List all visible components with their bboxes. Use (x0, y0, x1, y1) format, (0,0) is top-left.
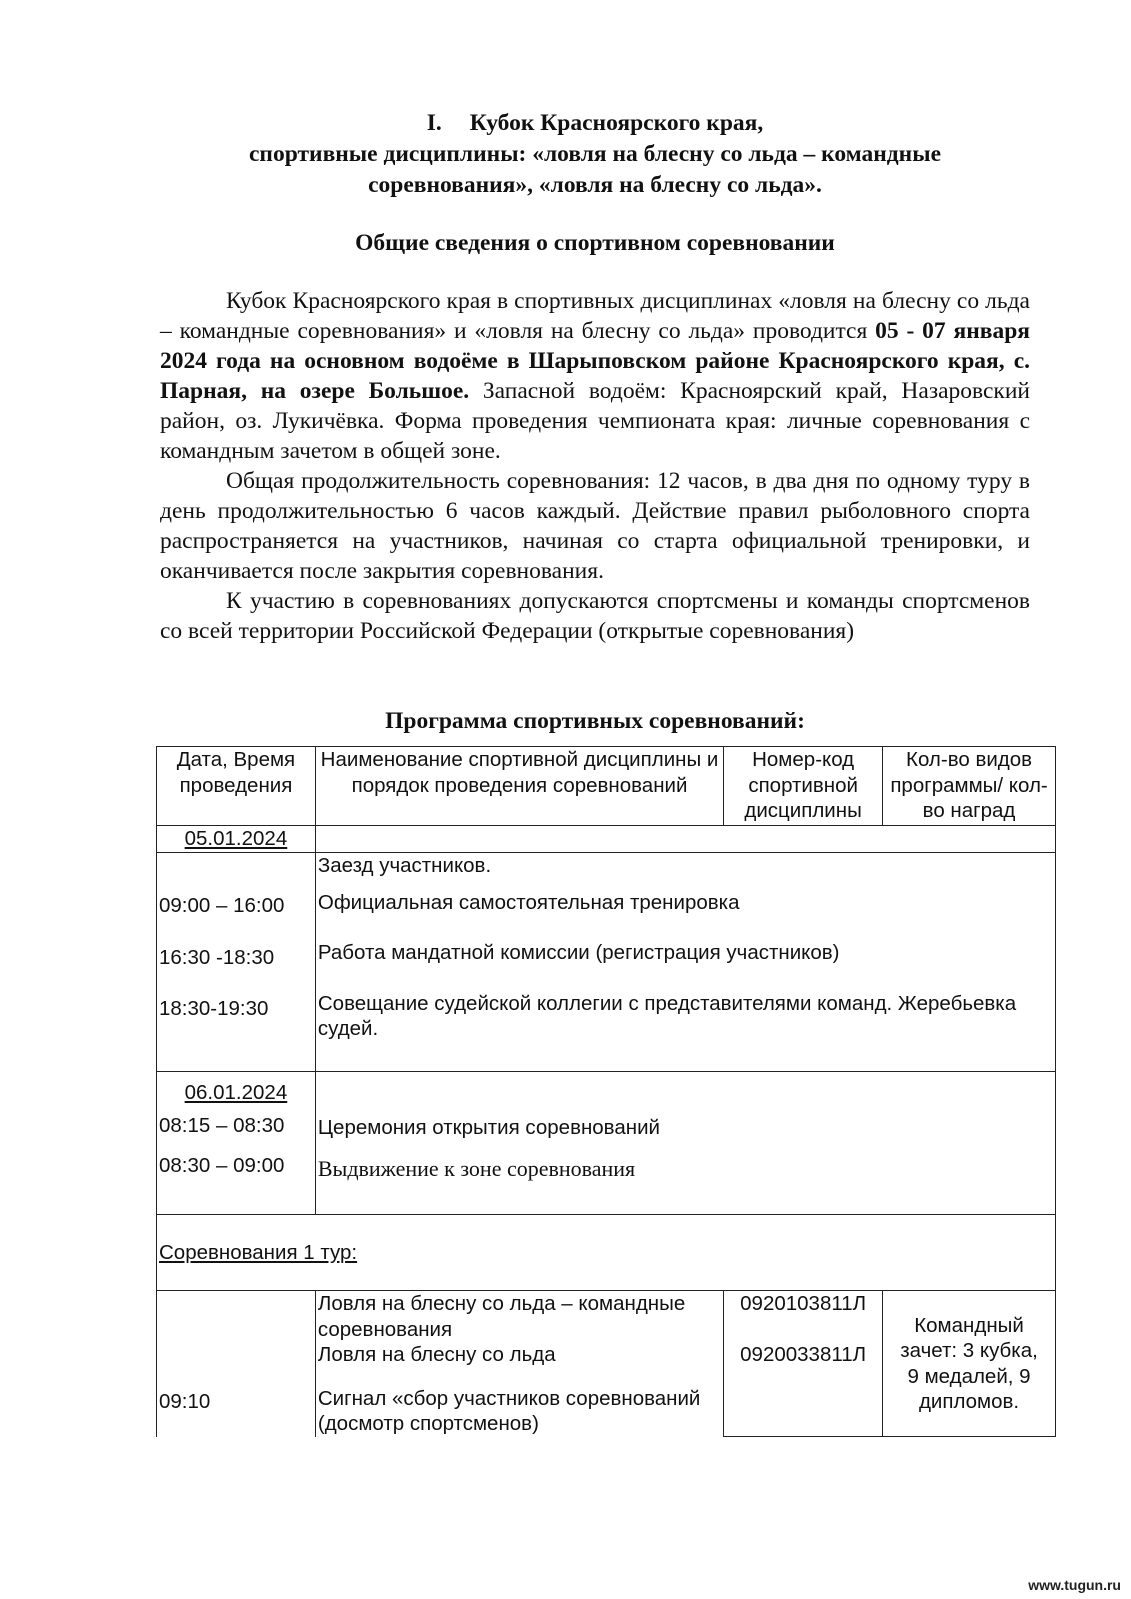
heading-line-1: Кубок Красноярского края, (469, 110, 764, 136)
table-row-day2 (157, 1072, 1056, 1215)
comp-discipline-2: Ловля на блесну со льда (317, 1343, 556, 1366)
day1-event-1: Официальная самостоятельная тренировка (317, 890, 740, 914)
header-date: Дата, Время проведения (157, 747, 316, 826)
heading-line-3: соревнования», «ловля на блесну со льда». (368, 172, 822, 198)
paragraph-1-reserve: Запасной водоём: Красноярский край, Назаровский район, оз. Лукичёвка. Форма проведения чемпионата края: личные соревнования с командным зачетом в общей зоне. (160, 378, 1030, 464)
day1-event-3: Совещание судейской коллегии с представителями команд. Жеребьевка судей. (317, 991, 1017, 1040)
table-header-row (157, 747, 1056, 826)
comp-code-1: 0920103811Л (740, 1292, 867, 1315)
paragraph-1-intro: Кубок Красноярского края в спортивных дисциплинах «ловля на блесну со льда – командные соревнования» и «ловля на блесну со льда» проводится (160, 288, 1030, 344)
day2-time-2: 08:30 – 09:00 (159, 1154, 285, 1177)
comp-awards: Командный зачет: 3 кубка, 9 медалей, 9 дипломов. (900, 1313, 1038, 1413)
general-info-title: Общие сведения о спортивном соревновании (355, 230, 835, 256)
day2-date: 06.01.2024 (184, 1081, 288, 1104)
day1-event-2: Работа мандатной комиссии (регистрация участников) (317, 941, 840, 964)
header-name: Наименование спортивной дисциплины и порядок проведения соревнований (315, 747, 723, 826)
table-row-day1 (157, 853, 1056, 1072)
day1-date: 05.01.2024 (184, 827, 288, 850)
day1-time-2: 16:30 -18:30 (159, 945, 275, 969)
day2-event-2: Выдвижение к зоне соревнования (317, 1155, 636, 1181)
header-awards: Кол-во видов программы/ кол-во наград (883, 747, 1056, 826)
document-heading (160, 108, 1030, 201)
tour1-label: Соревнования 1 тур: (159, 1240, 358, 1264)
day1-time-1: 09:00 – 16:00 (159, 894, 285, 917)
header-code: Номер-код спортивной дисциплины (724, 747, 883, 826)
table-row-day1-date (157, 826, 1056, 853)
table-row-comp (157, 1291, 1056, 1437)
paragraph-1 (160, 286, 1030, 466)
paragraph-1-dates-location: 05 - 07 января 2024 года на основном водоёме в Шарыповском районе Красноярского края, с. Парная, на озере Большое. (160, 318, 1030, 404)
day2-event-1: Церемония открытия соревнований (317, 1116, 660, 1139)
comp-time: 09:10 (159, 1390, 211, 1413)
comp-discipline-1: Ловля на блесну со льда – командные соревнования (317, 1292, 686, 1341)
program-title: Программа спортивных соревнований: (385, 708, 805, 734)
day1-arrival: Заезд участников. (317, 854, 492, 877)
heading-line-2: спортивные дисциплины: «ловля на блесну со льда – командные (249, 141, 941, 167)
table-row-tour1 (157, 1215, 1056, 1291)
watermark: www.tugun.ru (1028, 1577, 1121, 1593)
section-number: I. (426, 110, 442, 136)
day2-time-1: 08:15 – 08:30 (159, 1113, 285, 1137)
paragraph-2: Общая продолжительность соревнования: 12 часов, в два дня по одному туру в день продолжительностью 6 часов каждый. Действие правил рыболовного спорта распространяется на участников, начиная со старта официальной тренировки, и оканчивается после закрытия соревнования. (160, 468, 1030, 584)
program-table (156, 746, 1056, 1437)
day1-time-3: 18:30-19:30 (159, 997, 269, 1020)
comp-code-2: 0920033811Л (740, 1342, 867, 1366)
paragraph-3: К участию в соревнованиях допускаются спортсмены и команды спортсменов со всей территории Российской Федерации (открытые соревнования) (160, 588, 1030, 644)
body-text (160, 286, 1030, 646)
comp-signal: Сигнал «сбор участников соревнований (досмотр спортсменов) (317, 1386, 701, 1435)
